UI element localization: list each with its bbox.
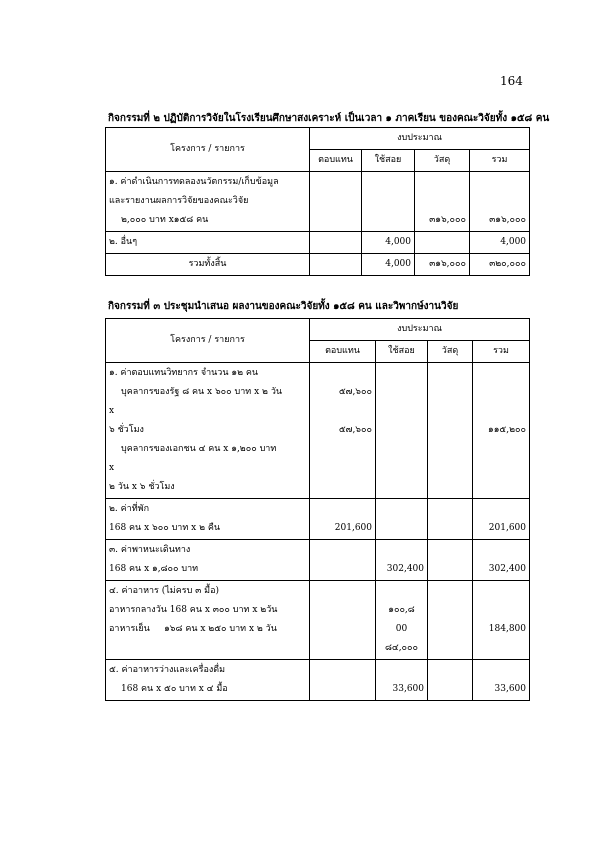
cell-compensation <box>310 540 376 581</box>
cell-expense <box>362 172 415 232</box>
item-line: ๑. ค่าตอบแทนวิทยากร จำนวน ๑๒ คน <box>109 368 259 378</box>
table-row <box>106 660 530 701</box>
cell-total: 4,000 <box>470 232 530 254</box>
row-item <box>106 363 310 499</box>
cell-material <box>415 232 470 254</box>
cell-total: 201,600 <box>473 499 530 540</box>
cell-total: 184,800 <box>473 581 530 660</box>
header-col-material: วัสดุ <box>428 341 473 363</box>
cell-compensation <box>310 172 362 232</box>
item-line: อาหารเย็น ๑๖๘ คน x ๒๕๐ บาท x ๒ วัน <box>109 624 277 634</box>
header-budget: งบประมาณ <box>310 319 530 341</box>
table-row <box>106 172 530 232</box>
item-line: x <box>109 463 115 473</box>
budget-table-activity-2 <box>105 127 530 276</box>
row-item <box>106 172 310 232</box>
item-line: x <box>109 406 115 416</box>
header-row <box>106 319 530 341</box>
cell-expense: 33,600 <box>376 660 428 701</box>
cell-compensation <box>310 660 376 701</box>
cell-material <box>428 660 473 701</box>
cell-material <box>428 499 473 540</box>
table-row <box>106 499 530 540</box>
item-line: ๖ ชั่วโมง <box>109 425 144 435</box>
header-col-total: รวม <box>470 150 530 172</box>
cell-material <box>428 540 473 581</box>
cell-compensation <box>310 254 362 276</box>
cell-total: ๑๑๕,๒๐๐ <box>473 363 530 499</box>
item-line: 168 คน x ๑,๘๐๐ บาท <box>109 564 199 574</box>
table-row <box>106 232 530 254</box>
item-line: บุคลากรของเอกชน ๔ คน x ๑,๒๐๐ บาท <box>121 444 277 454</box>
item-line: ๕. ค่าอาหารว่างและเครื่องดื่ม <box>109 665 226 675</box>
page-number: 164 <box>500 74 523 88</box>
cell-total: ๓๒๐,๐๐๐ <box>470 254 530 276</box>
cell-total: 33,600 <box>473 660 530 701</box>
item-line: อาหารกลางวัน 168 คน x ๓๐๐ บาท x ๒วัน <box>109 605 278 615</box>
header-row <box>106 128 530 150</box>
cell-compensation <box>310 232 362 254</box>
row-item <box>106 581 310 660</box>
item-line: ๑. ค่าดำเนินการทดลองนวัตกรรม/เก็บข้อมูล <box>109 177 279 187</box>
cell-expense: 4,000 <box>362 254 415 276</box>
cell-compensation: 201,600 <box>310 499 376 540</box>
header-item: โครงการ / รายการ <box>106 128 310 172</box>
item-line: และรายงานผลการวิจัยของคณะวิจัย <box>109 196 249 206</box>
header-col-expense: ใช้สอย <box>362 150 415 172</box>
item-line: ๒,๐๐๐ บาท x๑๕๘ คน <box>121 215 209 225</box>
header-budget: งบประมาณ <box>310 128 530 150</box>
item-line: ๓. ค่าพาหนะเดินทาง <box>109 545 191 555</box>
row-item: ๒. อื่นๆ <box>106 232 310 254</box>
header-col-compensation: ตอบแทน <box>310 150 362 172</box>
cell-material: ๓๑๖,๐๐๐ <box>415 254 470 276</box>
item-line: ๒ วัน x ๖ ชั่วโมง <box>109 482 175 492</box>
total-label: รวมทั้งสิ้น <box>106 254 310 276</box>
row-item <box>106 540 310 581</box>
row-item <box>106 499 310 540</box>
cell-expense: ๑๐๐,๘ 00 ๘๔,๐๐๐ <box>376 581 428 660</box>
header-item: โครงการ / รายการ <box>106 319 310 363</box>
table-row <box>106 540 530 581</box>
cell-material: ๓๑๖,๐๐๐ <box>415 172 470 232</box>
cell-expense: 4,000 <box>362 232 415 254</box>
cell-expense: 302,400 <box>376 540 428 581</box>
header-col-compensation: ตอบแทน <box>310 341 376 363</box>
cell-material <box>428 363 473 499</box>
cell-compensation <box>310 581 376 660</box>
total-row <box>106 254 530 276</box>
item-line: 168 คน x ๖๐๐ บาท x ๒ คืน <box>109 523 221 533</box>
table-row <box>106 581 530 660</box>
cell-material <box>428 581 473 660</box>
table1-caption: กิจกรรมที่ ๒ ปฏิบัติการวิจัยในโรงเรียนศึกษาสงเคราะห์ เป็นเวลา ๑ ภาคเรียน ของคณะวิจัยทั้ง ๑๕๘ คน <box>108 113 550 124</box>
item-line: 168 คน x ๕๐ บาท x ๔ มื้อ <box>121 684 228 694</box>
cell-total: 302,400 <box>473 540 530 581</box>
header-col-expense: ใช้สอย <box>376 341 428 363</box>
cell-expense <box>376 363 428 499</box>
item-line: ๔. ค่าอาหาร (ไม่ครบ ๓ มื้อ) <box>109 586 220 596</box>
header-col-material: วัสดุ <box>415 150 470 172</box>
cell-compensation: ๕๗,๖๐๐ ๕๗,๖๐๐ <box>310 363 376 499</box>
header-col-total: รวม <box>473 341 530 363</box>
item-line: ๒. ค่าที่พัก <box>109 504 150 514</box>
budget-table-activity-3 <box>105 318 530 701</box>
cell-expense <box>376 499 428 540</box>
table2-caption: กิจกรรมที่ ๓ ประชุมนำเสนอ ผลงานของคณะวิจัยทั้ง ๑๕๘ คน และวิพากษ์งานวิจัย <box>108 301 459 312</box>
row-item <box>106 660 310 701</box>
item-line: บุคลากรของรัฐ ๘ คน x ๖๐๐ บาท x ๒ วัน <box>121 387 283 397</box>
cell-total: ๓๑๖,๐๐๐ <box>470 172 530 232</box>
table-row <box>106 363 530 499</box>
